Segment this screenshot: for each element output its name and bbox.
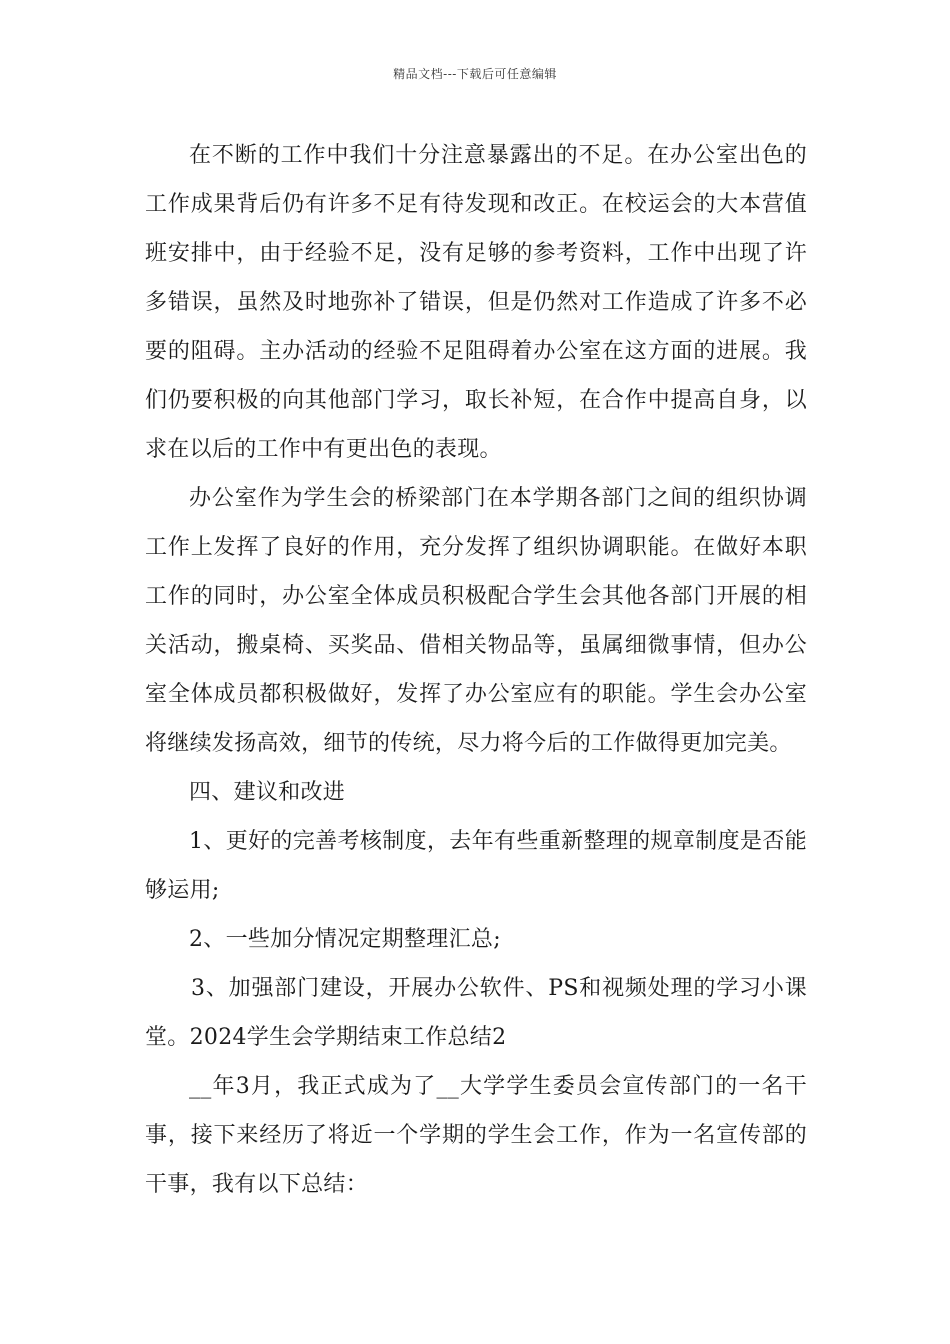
list-item-2: 2、一些加分情况定期整理汇总; [189, 927, 501, 952]
list-item-1: 1、更好的完善考核制度，去年有些重新整理的规章制度是否能够运用; [145, 829, 807, 903]
section-heading-suggestions: 四、建议和改进 [189, 780, 346, 805]
paragraph-summary-intro: __年3月，我正式成为了__大学学生委员会宣传部门的一名干事，接下来经历了将近一个学期的学生会工作，作为一名宣传部的干事，我有以下总结： [145, 1074, 807, 1197]
paragraph-office-shortcomings: 在不断的工作中我们十分注意暴露出的不足。在办公室出色的工作成果背后仍有许多不足有待发现和改正。在校运会的大本营值班安排中，由于经验不足，没有足够的参考资料，工作中出现了许多错误，虽然及时地弥补了错误，但是仍然对工作造成了许多不必要的阻碍。主办活动的经验不足阻碍着办公室在这方面的进展。我们仍要积极的向其他部门学习，取长补短，在合作中提高自身，以求在以后的工作中有更出色的表现。 [145, 143, 807, 462]
document-body [145, 131, 807, 1209]
list-item-3: 3、加强部门建设，开展办公软件、PS和视频处理的学习小课堂。2024学生会学期结束工作总结2 [145, 976, 807, 1050]
page-header: 精品文档---下载后可任意编辑 [393, 67, 557, 81]
paragraph-office-coordination: 办公室作为学生会的桥梁部门在本学期各部门之间的组织协调工作上发挥了良好的作用，充分发挥了组织协调职能。在做好本职工作的同时，办公室全体成员积极配合学生会其他各部门开展的相关活动，搬桌椅、买奖品、借相关物品等，虽属细微事情，但办公室全体成员都积极做好，发挥了办公室应有的职能。学生会办公室将继续发扬高效，细节的传统，尽力将今后的工作做得更加完美。 [145, 486, 807, 756]
